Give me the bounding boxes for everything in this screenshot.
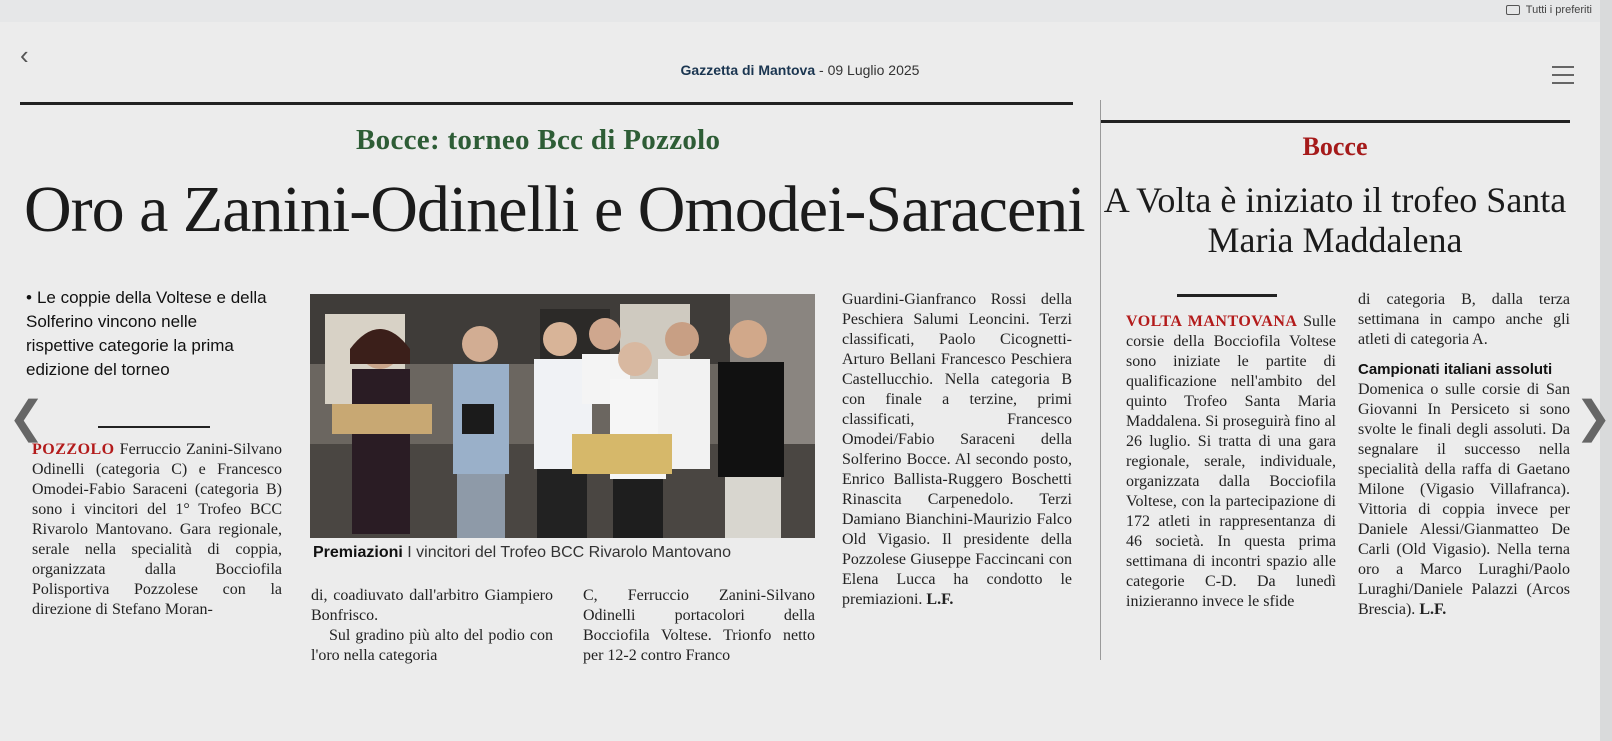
- article-column-2: [842, 290, 1072, 610]
- article-column-1: [32, 440, 282, 620]
- dateline-place: POZZOLO: [32, 441, 115, 458]
- newspaper-page: [0, 22, 1612, 741]
- side-column-1: [1126, 312, 1336, 612]
- summary-bullet: •: [26, 288, 32, 307]
- side-section-title: Bocce: [1302, 132, 1368, 161]
- back-chevron-icon[interactable]: ‹: [20, 40, 29, 70]
- side-top-rule: [1100, 120, 1570, 123]
- article-headline: Oro a Zanini-Odinelli e Omodei-Saraceni: [24, 173, 1085, 246]
- side-rule: [1177, 294, 1277, 297]
- caption-text: I vincitori del Trofeo BCC Rivarolo Mantovano: [407, 544, 731, 561]
- column-1-text: Ferruccio Zanini-Silvano Odinelli (categoria C) e Francesco Omodei-Fabio Saraceni (categoria B) sono i vincitori del 1° Trofeo BCC Rivarolo Mantovano. Gara regionale, serale nella specialità di coppia, organizzata dalla Bocciofila Polisportiva Pozzolese con la direzione di Stefano Moran-: [32, 441, 282, 618]
- header-separator: -: [815, 62, 828, 78]
- hamburger-menu-icon[interactable]: [1552, 66, 1574, 90]
- folder-icon: [1506, 5, 1520, 15]
- summary-text: Le coppie della Voltese e della Solferino vincono nelle rispettive categorie la prima edizione del torneo: [26, 288, 267, 379]
- column-1b-text-a: di, coadiuvato dall'arbitro Giampiero Bonfrisco.: [311, 587, 553, 624]
- article-column-1b: [311, 586, 553, 666]
- article-summary: [26, 286, 268, 382]
- article-photo: [310, 294, 815, 538]
- browser-top-bar: [0, 0, 1600, 22]
- summary-rule: [98, 426, 210, 428]
- side-signature: L.F.: [1419, 601, 1447, 618]
- side-dateline-place: VOLTA MANTOVANA: [1126, 313, 1298, 330]
- previous-page-icon[interactable]: ❮: [8, 393, 45, 442]
- favorites-label: Tutti i preferiti: [1525, 4, 1592, 16]
- article-column-1c: [583, 586, 815, 666]
- photo-caption: [313, 544, 833, 562]
- caption-label: Premiazioni: [313, 544, 403, 561]
- side-column-2-text-b: Domenica o sulle corsie di San Giovanni In Persiceto si sono svolte le finali degli assoluti. Da segnalare il successo nella specialità della raffa di Gaetano Milone (Vigasio Villafranca). Vittoria di coppia invece per Daniele Alessi/Gianmatteo De Carli (Old Vigasio). Nella terna oro a Marco Luraghi/Paolo Luraghi/Daniele Palazzi (Arcos Brescia).: [1358, 381, 1570, 618]
- column-2-text: Guardini-Gianfranco Rossi della Peschiera Salumi Leoncini. Terzi classificati, Paolo Cicognetti-Arturo Bellani Francesco Peschiera Castellucchio. Nella categoria B con finale a terzine, primi classificati, Francesco Omodei/Fabio Saraceni della Solferino Bocce. Al secondo posto, Enrico Ballista-Ruggero Boschetti Rinascita Carpenedolo. Terzi Damiano Bianchini-Maurizio Falco Old Vigasio. Il presidente della Pozzolese Giuseppe Faccincani con Elena Lucca ha condotto le premiazioni.: [842, 291, 1072, 608]
- publication-name: Gazzetta di Mantova: [680, 62, 816, 78]
- issue-date: 09 Luglio 2025: [827, 62, 920, 78]
- page-header: [0, 62, 1600, 78]
- side-subhead: Campionati italiani assoluti: [1358, 361, 1553, 378]
- article-signature: L.F.: [926, 591, 954, 608]
- column-1b-text-b: Sul gradino più alto del podio con l'oro nella categoria: [311, 627, 553, 664]
- main-top-rule: [20, 102, 1073, 105]
- side-column-2-text-a: di categoria B, dalla terza settimana in campo anche gli atleti di categoria A.: [1358, 291, 1570, 348]
- next-page-icon[interactable]: ❯: [1575, 393, 1612, 442]
- column-1c-text: C, Ferruccio Zanini-Silvano Odinelli portacolori della Bocciofila Voltese. Trionfo netto per 12-2 contro Franco: [583, 587, 815, 664]
- side-column-2: [1358, 290, 1570, 620]
- side-headline: A Volta è iniziato il trofeo Santa Maria Maddalena: [1103, 180, 1567, 260]
- award-ceremony-photo: [310, 294, 815, 538]
- side-column-1-text: Sulle corsie della Bocciofila Voltese sono iniziate le partite di qualificazione nell'ambito del quinto Trofeo Santa Maria Maddalena. Si proseguirà fino al 26 luglio. Si tratta di una gara regionale, serale, individuale, organizzata dalla Bocciofila Voltese, con la partecipazione di 172 atleti in rappresentanza di 46 società. In questa prima settimana di incontri spazio alle categorie C-D. Da lunedì inizieranno invece le sfide: [1126, 313, 1336, 610]
- favorites-bar-item[interactable]: [1506, 4, 1592, 16]
- article-kicker: Bocce: torneo Bcc di Pozzolo: [356, 124, 721, 156]
